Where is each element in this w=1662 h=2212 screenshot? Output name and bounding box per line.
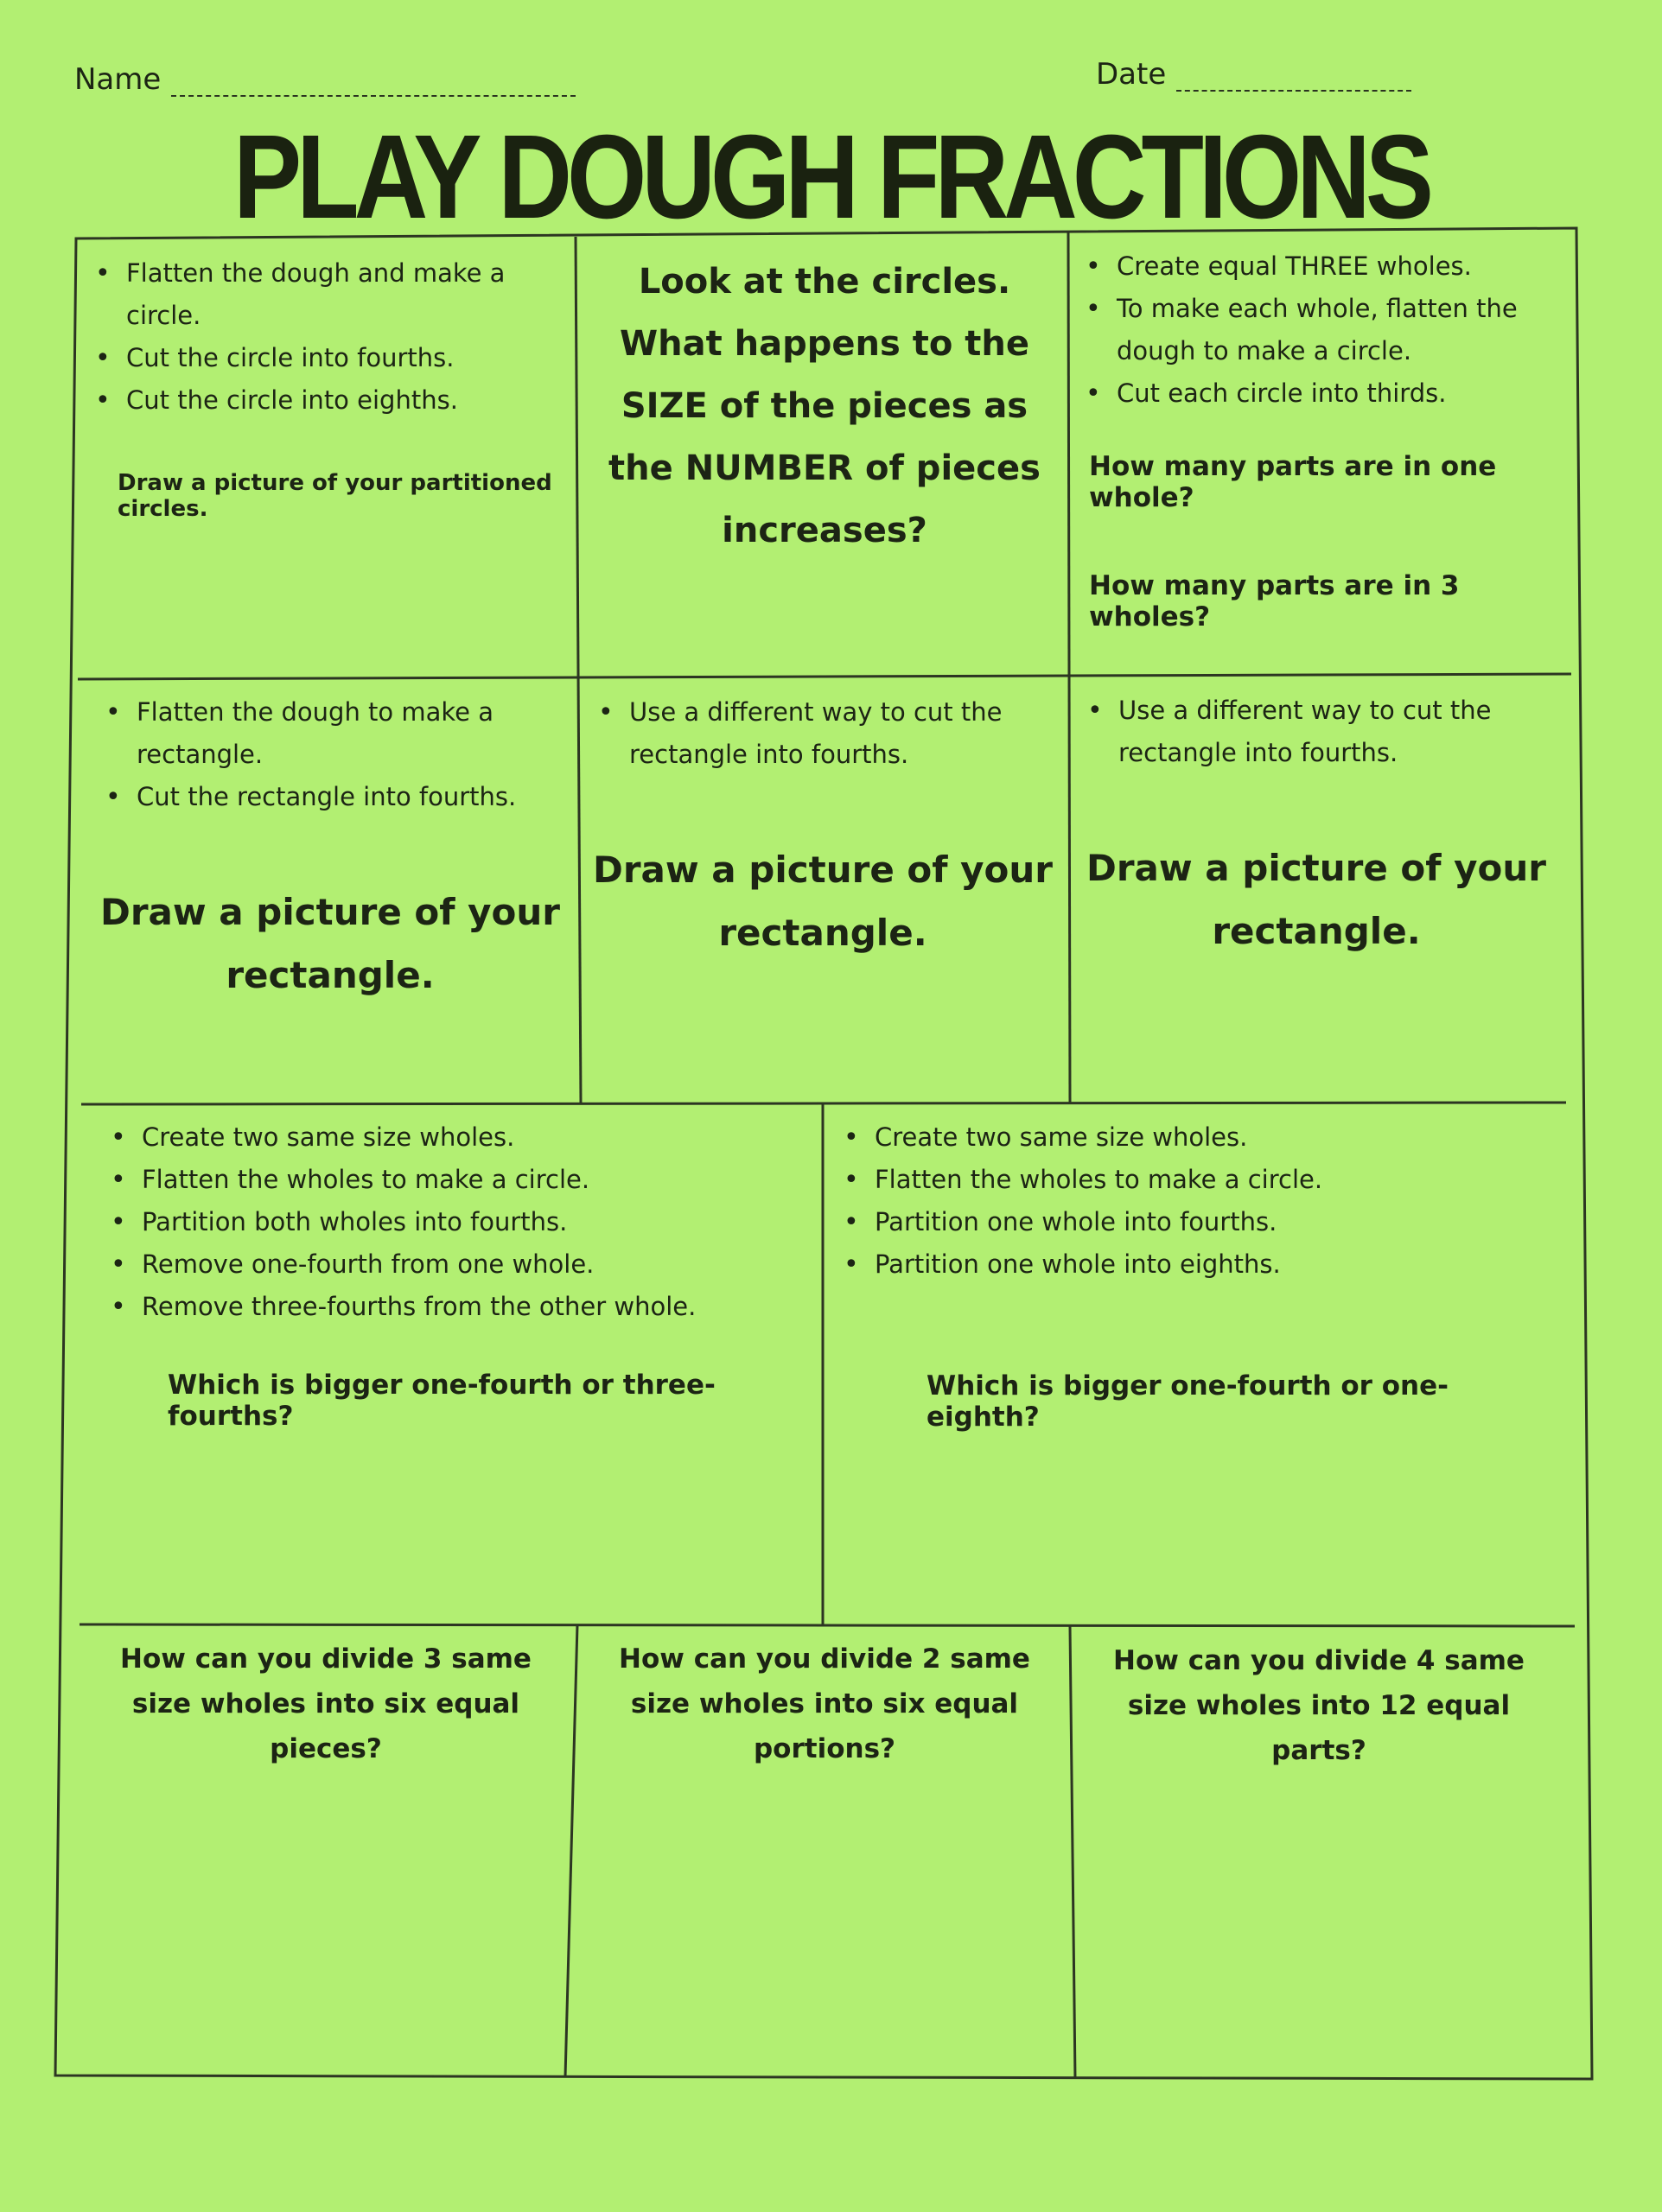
- instruction-list: [589, 691, 1056, 776]
- page-title: PLAY DOUGH FRACTIONS: [232, 111, 1430, 244]
- draw-prompt: Draw a picture of your rectangle.: [1086, 847, 1547, 952]
- circle-fractions-cell: [86, 252, 570, 522]
- compare-question: Which is bigger one-fourth or three-fourths?: [168, 1370, 716, 1432]
- list-item: • Remove three-fourths from the other whole.: [102, 1286, 811, 1328]
- list-item: • Flatten the dough to make a rectangle.: [97, 691, 564, 776]
- instruction-list: [1079, 690, 1554, 774]
- rectangle-cell-3: [1079, 690, 1554, 963]
- compare-eighths-cell: [835, 1116, 1561, 1433]
- instruction-list: [835, 1116, 1561, 1286]
- rectangle-cell-1: [97, 691, 564, 1007]
- draw-prompt: Draw a picture of your rectangle.: [99, 891, 561, 996]
- date-field[interactable]: [1096, 57, 1411, 92]
- compare-fourths-cell: [102, 1116, 811, 1432]
- divide-question-cell-1: [97, 1637, 555, 1771]
- size-question-cell: [591, 251, 1058, 562]
- col-divider-3a: [565, 1624, 577, 2077]
- col-divider-1a: [576, 237, 581, 1104]
- list-item: • Use a different way to cut the rectangle into fourths.: [1079, 690, 1554, 774]
- list-item: • Remove one-fourth from one whole.: [102, 1243, 811, 1286]
- col-divider-1b: [1068, 232, 1070, 1103]
- compare-question: Which is bigger one-fourth or one-eighth?: [927, 1370, 1449, 1433]
- list-item: • Create two same size wholes.: [835, 1116, 1561, 1159]
- draw-prompt: Draw a picture of your partitioned circles.: [118, 470, 552, 522]
- instruction-list: [97, 691, 564, 818]
- list-item: • Cut the circle into fourths.: [86, 337, 570, 379]
- list-item: • Partition one whole into fourths.: [835, 1201, 1561, 1243]
- name-blank[interactable]: [171, 69, 576, 97]
- list-item: • Partition both wholes into fourths.: [102, 1201, 811, 1243]
- divide-question-cell-3: [1086, 1638, 1552, 1773]
- row-divider-3: [80, 1624, 1575, 1626]
- name-label: Name: [74, 62, 162, 97]
- list-item: • Cut each circle into thirds.: [1077, 372, 1570, 415]
- list-item: • To make each whole, flatten the dough to make a circle.: [1077, 288, 1570, 372]
- col-divider-3b: [1070, 1626, 1075, 2079]
- divide-question: How can you divide 3 same size wholes into six equal pieces?: [120, 1643, 532, 1764]
- list-item: • Flatten the dough and make a circle.: [86, 252, 570, 337]
- divide-question: How can you divide 2 same size wholes into six equal portions?: [619, 1643, 1030, 1764]
- name-field[interactable]: [74, 62, 576, 97]
- list-item: • Flatten the wholes to make a circle.: [835, 1159, 1561, 1201]
- rectangle-cell-2: [589, 691, 1056, 964]
- list-item: • Partition one whole into eighths.: [835, 1243, 1561, 1286]
- draw-prompt: Draw a picture of your rectangle.: [592, 849, 1054, 954]
- divide-question: How can you divide 4 same size wholes into 12 equal parts?: [1113, 1645, 1525, 1766]
- instruction-list: [102, 1116, 811, 1328]
- list-item: • Create two same size wholes.: [102, 1116, 811, 1159]
- list-item: • Flatten the wholes to make a circle.: [102, 1159, 811, 1201]
- three-wholes-cell: [1077, 245, 1570, 632]
- parts-question-2: How many parts are in 3 wholes?: [1089, 570, 1460, 632]
- list-item: • Use a different way to cut the rectangle into fourths.: [589, 691, 1056, 776]
- parts-question-1: How many parts are in one whole?: [1089, 451, 1497, 513]
- list-item: • Cut the rectangle into fourths.: [97, 776, 564, 818]
- divide-question-cell-2: [591, 1637, 1058, 1771]
- instruction-list: [1077, 245, 1570, 415]
- instruction-list: [86, 252, 570, 422]
- date-blank[interactable]: [1176, 64, 1411, 92]
- row-divider-2: [81, 1103, 1566, 1104]
- size-question: Look at the circles. What happens to the SIZE of the pieces as the NUMBER of pieces increases?: [608, 262, 1041, 550]
- row-divider-1: [78, 674, 1571, 679]
- date-label: Date: [1096, 57, 1167, 92]
- list-item: • Cut the circle into eighths.: [86, 379, 570, 422]
- list-item: • Create equal THREE wholes.: [1077, 245, 1570, 288]
